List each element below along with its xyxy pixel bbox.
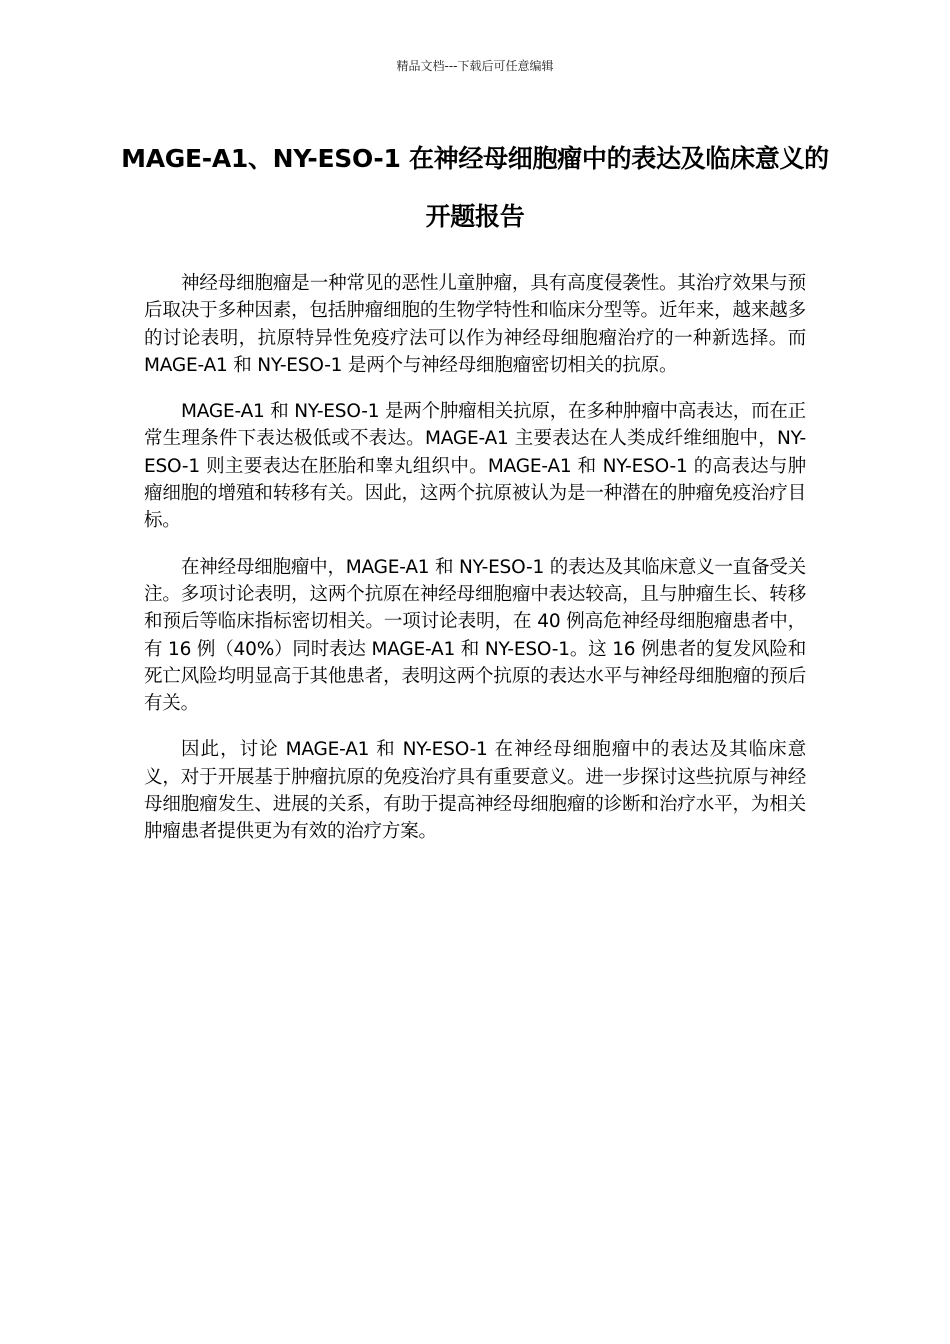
paragraph-3: 在神经母细胞瘤中，MAGE-A1 和 NY-ESO-1 的表达及其临床意义一直备受关注。多项讨论表明，这两个抗原在神经母细胞瘤中表达较高，且与肿瘤生长、转移和预后等临床指标密切相关。一项讨论表明，在 40 例高危神经母细胞瘤患者中，有 16 例（40%）同时表达 MAGE-A1 和 NY-ESO-1。这 16 例患者的复发风险和死亡风险均明显高于其他患者，表明这两个抗原的表达水平与神经母细胞瘤的预后有关。: [144, 556, 806, 715]
paragraph-2: MAGE-A1 和 NY-ESO-1 是两个肿瘤相关抗原，在多种肿瘤中高表达，而在正常生理条件下表达极低或不表达。MAGE-A1 主要表达在人类成纤维细胞中，NY-ESO-1 则主要表达在胚胎和睾丸组织中。MAGE-A1 和 NY-ESO-1 的高表达与肿瘤细胞的增殖和转移有关。因此，这两个抗原被认为是一种潜在的肿瘤免疫治疗目标。: [144, 401, 806, 532]
paragraph-4: 因此，讨论 MAGE-A1 和 NY-ESO-1 在神经母细胞瘤中的表达及其临床意义，对于开展基于肿瘤抗原的免疫治疗具有重要意义。进一步探讨这些抗原与神经母细胞瘤发生、进展的关系，有助于提高神经母细胞瘤的诊断和治疗水平，为相关肿瘤患者提供更为有效的治疗方案。: [144, 739, 806, 843]
page-header-note: 精品文档---下载后可任意编辑: [396, 59, 554, 73]
paragraph-1: 神经母细胞瘤是一种常见的恶性儿童肿瘤，具有高度侵袭性。其治疗效果与预后取决于多种因素，包括肿瘤细胞的生物学特性和临床分型等。近年来，越来越多的讨论表明，抗原特异性免疫疗法可以作为神经母细胞瘤治疗的一种新选择。而 MAGE-A1 和 NY-ESO-1 是两个与神经母细胞瘤密切相关的抗原。: [144, 273, 806, 376]
document-title: MAGE-A1、NY-ESO-1 在神经母细胞瘤中的表达及临床意义的开题报告: [121, 144, 829, 231]
document-body: [144, 270, 806, 865]
